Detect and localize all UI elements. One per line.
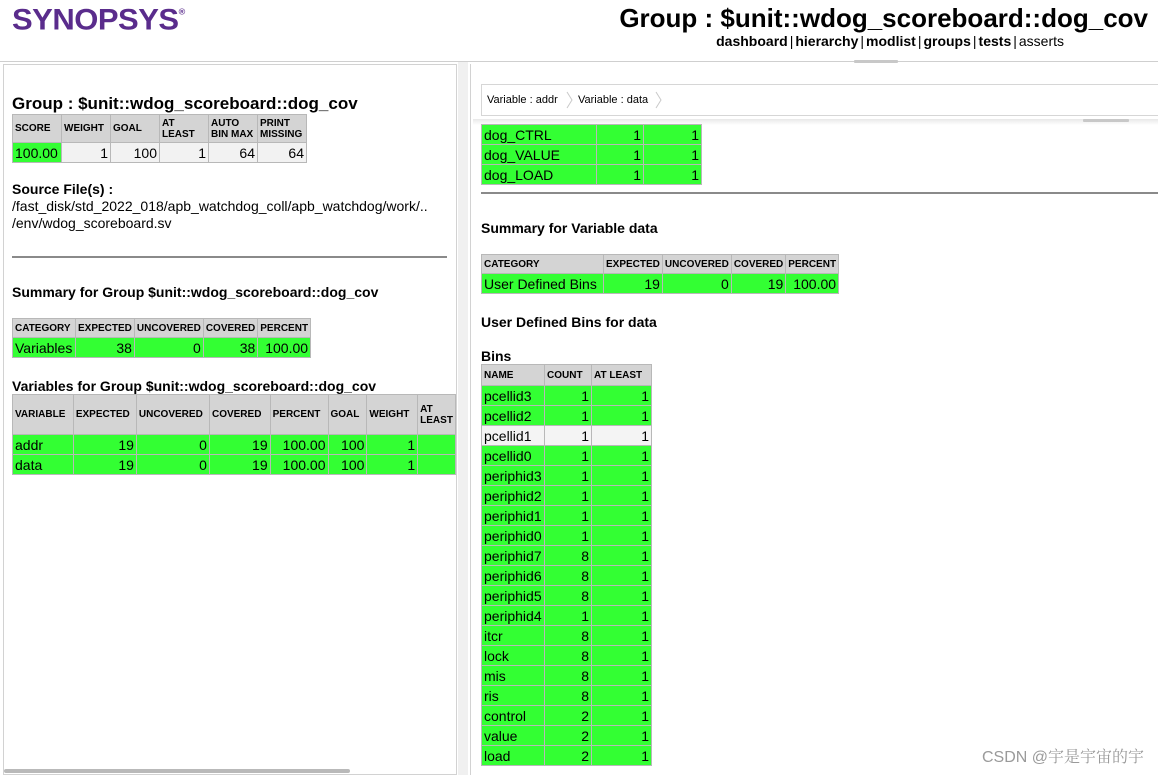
bin-count: 1 [545, 506, 592, 526]
bin-count: 8 [545, 586, 592, 606]
variables-table-header [13, 395, 456, 435]
th-covered: COVERED [209, 395, 270, 435]
cell-percent: 100.00 [786, 274, 839, 294]
bin-at-least: 1 [592, 726, 652, 746]
cell-weight: 1 [367, 455, 418, 475]
nav-asserts[interactable]: asserts [1018, 33, 1064, 49]
th-uncovered: UNCOVERED [662, 255, 731, 274]
bin-count: 8 [545, 646, 592, 666]
th-at-least: AT LEAST [592, 365, 652, 386]
bin-at-least: 1 [592, 586, 652, 606]
bin-at-least: 1 [644, 145, 702, 165]
bin-count: 1 [545, 486, 592, 506]
bins-title: Bins [481, 348, 512, 364]
top-nav [716, 33, 1064, 49]
bin-name: value [482, 726, 545, 746]
th-uncovered: UNCOVERED [136, 395, 209, 435]
cell-category[interactable]: Variables [13, 338, 76, 358]
cell-expected: 19 [604, 274, 663, 294]
group-summary-table [12, 318, 311, 358]
page-header [0, 0, 1158, 62]
bin-count: 8 [545, 626, 592, 646]
th-percent: PERCENT [786, 255, 839, 274]
th-score: SCORE [13, 115, 62, 143]
table-row [482, 606, 652, 626]
bin-at-least: 1 [592, 706, 652, 726]
source-path-line-2: /env/wdog_scoreboard.sv [12, 215, 172, 231]
th-category: CATEGORY [482, 255, 604, 274]
th-uncovered: UNCOVERED [134, 319, 203, 338]
th-at-least: AT LEAST [418, 395, 456, 435]
nav-modlist[interactable]: modlist [866, 33, 916, 49]
bin-count: 1 [597, 145, 644, 165]
summary-table-header [482, 255, 839, 274]
cell-covered: 19 [731, 274, 785, 294]
bin-at-least: 1 [592, 486, 652, 506]
th-at-least: AT LEAST [160, 115, 209, 143]
table-row [482, 726, 652, 746]
logo-mark: ® [178, 6, 185, 17]
bin-name: load [482, 746, 545, 766]
variable-summary-table [481, 254, 839, 294]
table-row [482, 686, 652, 706]
cell-covered: 38 [203, 338, 257, 358]
bin-count: 1 [545, 606, 592, 626]
th-name: NAME [482, 365, 545, 386]
bin-name: pcellid2 [482, 406, 545, 426]
bin-name: dog_VALUE [482, 145, 597, 165]
bin-name: periphid4 [482, 606, 545, 626]
horizontal-scrollbar[interactable] [4, 769, 350, 773]
variables-title: Variables for Group $unit::wdog_scoreboard::dog_cov [12, 378, 377, 394]
cell-percent: 100.00 [258, 338, 311, 358]
bin-name: periphid3 [482, 466, 545, 486]
cell-weight: 1 [62, 143, 111, 163]
bin-at-least: 1 [592, 426, 652, 446]
table-row [482, 406, 652, 426]
watermark: CSDN @宇是宇宙的宇 [981, 749, 1144, 766]
bin-count: 1 [545, 406, 592, 426]
cell-category[interactable]: User Defined Bins [482, 274, 604, 294]
bin-at-least: 1 [592, 626, 652, 646]
th-goal: GOAL [328, 395, 367, 435]
group-title: Group : $unit::wdog_scoreboard::dog_cov [12, 94, 358, 113]
header-resize-grip[interactable] [854, 60, 898, 63]
score-table-row [13, 143, 307, 163]
cell-uncovered: 0 [134, 338, 203, 358]
table-row [482, 706, 652, 726]
bin-name: itcr [482, 626, 545, 646]
table-row [482, 446, 652, 466]
th-covered: COVERED [203, 319, 257, 338]
cell-expected: 38 [76, 338, 135, 358]
source-path-line-1: /fast_disk/std_2022_018/apb_watchdog_coll/apb_watchdog/work/.. [12, 198, 428, 214]
table-row [482, 165, 702, 185]
table-row [482, 466, 652, 486]
variable-link-data[interactable]: data [13, 455, 74, 475]
cell-goal: 100 [328, 455, 367, 475]
th-weight: WEIGHT [367, 395, 418, 435]
nav-tests[interactable]: tests [978, 33, 1012, 49]
nav-groups[interactable]: groups [923, 33, 971, 49]
th-expected: EXPECTED [604, 255, 663, 274]
table-row [482, 526, 652, 546]
bin-count: 8 [545, 686, 592, 706]
table-row [482, 125, 702, 145]
user-defined-bins-title: User Defined Bins for data [481, 314, 657, 330]
table-row [13, 435, 456, 455]
breadcrumb [481, 84, 1158, 116]
bin-count: 2 [545, 726, 592, 746]
bin-name: dog_LOAD [482, 165, 597, 185]
cell-score: 100.00 [13, 143, 62, 163]
variables-table [12, 394, 456, 475]
synopsys-logo[interactable] [12, 3, 185, 37]
breadcrumb-item-data[interactable]: Variable : data [578, 94, 649, 106]
score-table [12, 114, 307, 163]
table-row [13, 338, 311, 358]
bin-count: 1 [545, 386, 592, 406]
bin-at-least: 1 [592, 386, 652, 406]
cell-covered: 19 [209, 435, 270, 455]
breadcrumb-item-addr[interactable]: Variable : addr [487, 94, 558, 106]
table-row [482, 546, 652, 566]
th-count: COUNT [545, 365, 592, 386]
bin-at-least: 1 [592, 466, 652, 486]
cell-uncovered: 0 [136, 435, 209, 455]
th-expected: EXPECTED [73, 395, 136, 435]
panel-splitter[interactable] [458, 62, 468, 775]
cell-goal: 100 [111, 143, 160, 163]
table-row [482, 426, 652, 446]
table-row [482, 666, 652, 686]
score-table-header [13, 115, 307, 143]
bin-name: periphid0 [482, 526, 545, 546]
bin-name: lock [482, 646, 545, 666]
bin-name: periphid6 [482, 566, 545, 586]
bin-count: 8 [545, 566, 592, 586]
logo-text: SYNOPSYS [12, 2, 179, 37]
bin-at-least: 1 [592, 646, 652, 666]
bin-name: periphid2 [482, 486, 545, 506]
cell-percent: 100.00 [270, 435, 328, 455]
th-covered: COVERED [731, 255, 785, 274]
bin-count: 1 [545, 466, 592, 486]
bin-at-least: 1 [592, 546, 652, 566]
table-row [482, 274, 839, 294]
th-percent: PERCENT [270, 395, 328, 435]
nav-separator: | [1013, 33, 1017, 49]
th-goal: GOAL [111, 115, 160, 143]
bin-at-least: 1 [644, 165, 702, 185]
table-row [482, 506, 652, 526]
th-auto-bin-max: AUTO BIN MAX [209, 115, 258, 143]
bin-count: 1 [597, 165, 644, 185]
table-row [482, 145, 702, 165]
th-percent: PERCENT [258, 319, 311, 338]
th-expected: EXPECTED [76, 319, 135, 338]
cell-uncovered: 0 [662, 274, 731, 294]
bin-name: periphid5 [482, 586, 545, 606]
bin-name: control [482, 706, 545, 726]
bin-count: 1 [597, 125, 644, 145]
cell-goal: 100 [328, 435, 367, 455]
bin-at-least: 1 [592, 686, 652, 706]
bin-at-least: 1 [592, 746, 652, 766]
table-row [482, 386, 652, 406]
bin-at-least: 1 [592, 606, 652, 626]
th-print-missing: PRINT MISSING [258, 115, 307, 143]
divider [12, 256, 447, 258]
source-files-label: Source File(s) : [12, 181, 114, 197]
nav-separator: | [972, 33, 977, 49]
bin-at-least: 1 [592, 506, 652, 526]
bins-table [481, 364, 652, 766]
bin-name: mis [482, 666, 545, 686]
cell-covered: 19 [209, 455, 270, 475]
bin-name: pcellid0 [482, 446, 545, 466]
bin-at-least: 1 [592, 406, 652, 426]
cell-uncovered: 0 [136, 455, 209, 475]
left-panel [3, 64, 457, 775]
table-row [482, 746, 652, 766]
right-panel [470, 64, 1158, 775]
bin-count: 8 [545, 546, 592, 566]
page-title: Group : $unit::wdog_scoreboard::dog_cov [619, 3, 1148, 33]
cell-at-least: 1 [160, 143, 209, 163]
bin-at-least: 1 [644, 125, 702, 145]
breadcrumb-resize-grip[interactable] [1083, 119, 1129, 122]
cell-print-missing: 64 [258, 143, 307, 163]
th-variable: VARIABLE [13, 395, 74, 435]
bin-count: 8 [545, 666, 592, 686]
bin-at-least: 1 [592, 566, 652, 586]
nav-separator: | [789, 33, 794, 49]
bins-table-header [482, 365, 652, 386]
bin-name: periphid1 [482, 506, 545, 526]
group-summary-title: Summary for Group $unit::wdog_scoreboard::dog_cov [12, 284, 379, 300]
variable-link-addr[interactable]: addr [13, 435, 74, 455]
nav-hierarchy[interactable]: hierarchy [795, 33, 859, 49]
nav-dashboard[interactable]: dashboard [716, 33, 788, 49]
bin-count: 2 [545, 706, 592, 726]
bin-count: 1 [545, 446, 592, 466]
table-row [482, 646, 652, 666]
cell-expected: 19 [73, 435, 136, 455]
bin-at-least: 1 [592, 666, 652, 686]
bin-name: pcellid1 [482, 426, 545, 446]
variable-summary-title: Summary for Variable data [481, 220, 658, 236]
cell-weight: 1 [367, 435, 418, 455]
bin-name: pcellid3 [482, 386, 545, 406]
bin-count: 1 [545, 526, 592, 546]
breadcrumb-chevron-icon [655, 91, 663, 109]
table-row [482, 486, 652, 506]
table-row [482, 626, 652, 646]
bin-name: ris [482, 686, 545, 706]
th-weight: WEIGHT [62, 115, 111, 143]
bin-count: 1 [545, 426, 592, 446]
cell-expected: 19 [73, 455, 136, 475]
nav-separator: | [860, 33, 865, 49]
breadcrumb-chevron-icon [566, 91, 574, 109]
table-row [13, 455, 456, 475]
table-row [482, 586, 652, 606]
th-category: CATEGORY [13, 319, 76, 338]
cell-percent: 100.00 [270, 455, 328, 475]
summary-table-header [13, 319, 311, 338]
bin-name: periphid7 [482, 546, 545, 566]
bin-at-least: 1 [592, 526, 652, 546]
bin-at-least: 1 [592, 446, 652, 466]
bin-name: dog_CTRL [482, 125, 597, 145]
cell-at-least [418, 455, 456, 475]
cell-auto-bin-max: 64 [209, 143, 258, 163]
table-row [482, 566, 652, 586]
addr-bins-table-tail [481, 124, 702, 185]
cell-at-least [418, 435, 456, 455]
bin-count: 2 [545, 746, 592, 766]
nav-separator: | [917, 33, 922, 49]
divider [481, 192, 1158, 194]
